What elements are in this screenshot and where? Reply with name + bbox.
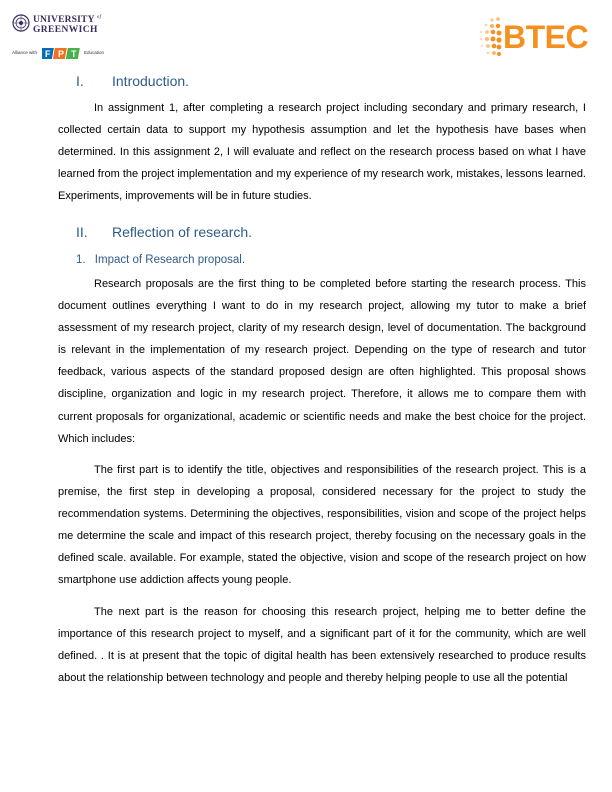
subsection-heading-research-proposal <box>76 254 245 266</box>
greenwich-crest-icon <box>12 14 30 32</box>
first-part-paragraph: The first part is to identify the title, objectives and responsibilities of the research project. This is a premise, the first step in developing a proposal, considered necessary for the project to study the recommendation systems. Determining the objectives, responsibilities, vision and scope of the project helps me determine the scale and impact of this research project, thereby focusing on the necessary goals in the defined scale. available. For example, stated the objective, vision and scope of the research project on how smartphone use addiction affects young people. <box>58 464 586 587</box>
subsection-number: 1. <box>76 254 86 266</box>
svg-text:T: T <box>71 49 77 59</box>
alliance-suffix: Education <box>84 50 105 55</box>
fpt-logo-icon <box>42 47 82 60</box>
next-part-paragraph: The next part is the reason for choosing this research project, helping me to better define the importance of this research project to myself, and a significant part of it for the community, which are well defined. . It is at present that the topic of digital health has been extensively researched to produce results about the relationship between technology and people and thereby helping people to use all the potential <box>58 606 586 685</box>
btec-logo <box>478 16 602 58</box>
alliance-badge <box>12 47 112 61</box>
university-name-line2: GREENWICH <box>33 25 98 35</box>
alliance-prefix: Alliance with <box>12 50 38 55</box>
section-heading-introduction <box>76 73 376 91</box>
section-title: Reflection of research. <box>112 224 253 240</box>
btec-wordmark: BTEC <box>503 19 589 55</box>
university-of-greenwich-logo <box>12 14 112 60</box>
svg-text:P: P <box>58 49 65 59</box>
subsection-title: Impact of Research proposal. <box>94 254 246 266</box>
section-heading-reflection <box>76 224 376 242</box>
section-title: Introduction. <box>112 73 190 89</box>
university-name-line1: UNIVERSITY $^{of}$ <box>33 15 102 25</box>
svg-text:F: F <box>45 49 51 59</box>
research-proposal-paragraph: Research proposals are the first thing to be completed before starting the research process. This document outlines everything I want to do in my research project, allowing my tutor to make a brief assessment of my research project, clarity of my research design, level of documentation. The background is relevant in the implementation of my research project. Depending on the type of research and tutor feedback, various aspects of the standard proposed design are often highlighted. This proposal shows discipline, organization and logic in my research project. Therefore, it allows me to compare them with current proposals for organizational, academic or scientific needs and make the best choice for the project. Which includes: <box>58 278 586 445</box>
introduction-paragraph: In assignment 1, after completing a research project including secondary and primary research, I collected certain data to support my hypothesis assumption and let the hypothesis have bases when determined. In this assignment 2, I will evaluate and reflect on the research process based on what I have learned from the project implementation and my experience of my research work, mistakes, lessons learned. Experiments, improvements will be in future studies. <box>58 102 586 203</box>
section-number: II. <box>76 224 88 240</box>
section-number: I. <box>76 73 84 89</box>
